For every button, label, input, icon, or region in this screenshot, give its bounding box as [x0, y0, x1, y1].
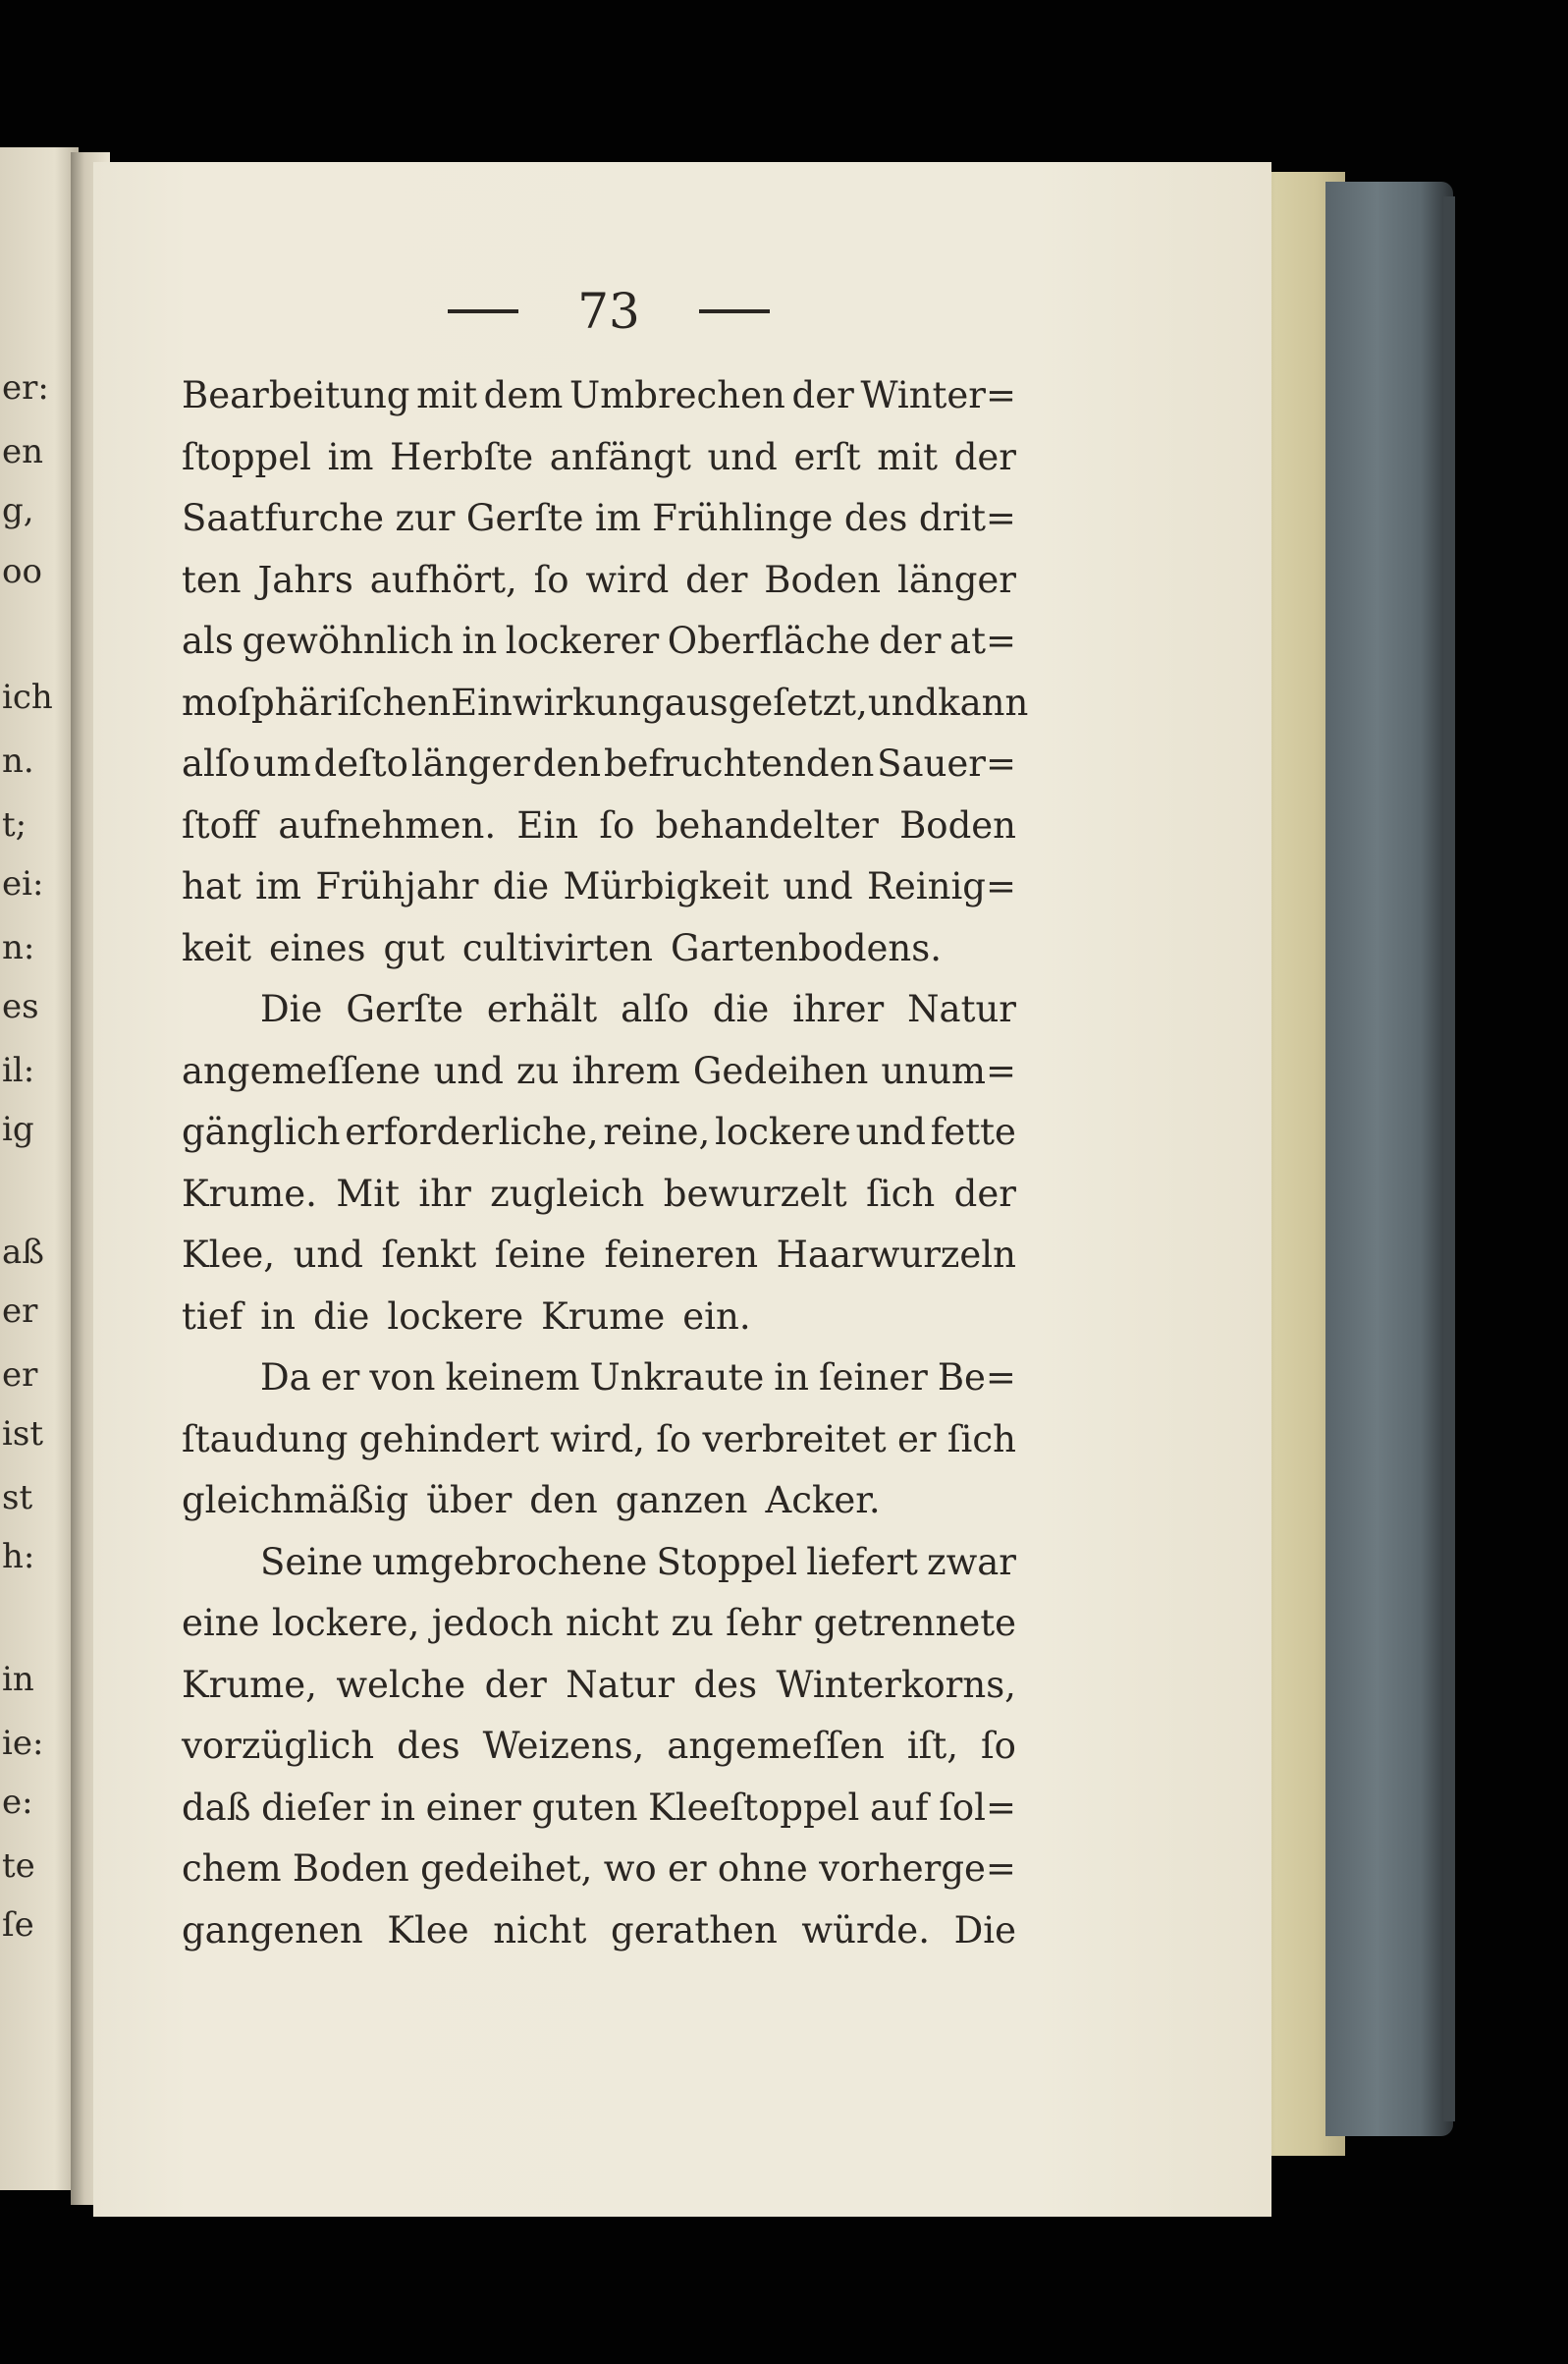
header-dash-right [699, 309, 770, 313]
text-line [182, 1839, 1016, 1900]
previous-page-fragment: n: [2, 928, 35, 967]
word: angemeſſen [667, 1725, 885, 1767]
word: den [529, 1479, 598, 1521]
word: erhält [486, 988, 598, 1030]
word: ſeine [494, 1234, 586, 1276]
word: Reinig= [867, 865, 1016, 907]
word: umgebrochene [371, 1540, 648, 1583]
text-line [182, 611, 1016, 673]
word: länger [410, 742, 530, 785]
word: vorherge= [819, 1847, 1016, 1890]
text-line [182, 1532, 1016, 1594]
word: und [783, 865, 853, 907]
word: des [693, 1663, 758, 1706]
previous-page-fragment: e: [2, 1783, 33, 1822]
word: Mit [336, 1172, 400, 1215]
text-line [182, 1900, 1016, 1962]
previous-page-fragment: ich [2, 678, 53, 717]
word: Gedeihen [692, 1049, 869, 1092]
word: tief [182, 1294, 243, 1338]
word: lockere, [271, 1602, 420, 1644]
text-line [182, 1164, 1016, 1226]
previous-page-fragment: n. [2, 742, 34, 781]
word: liefert [806, 1540, 918, 1583]
word: aufnehmen. [278, 803, 497, 847]
word: der [484, 1663, 547, 1706]
word: Natur [907, 988, 1016, 1030]
word: ſenkt [381, 1234, 477, 1276]
word: kann [938, 681, 1029, 724]
word: Frühjahr [315, 865, 479, 907]
page-number: 73 [577, 283, 640, 340]
previous-page-fragment: er [2, 1292, 38, 1331]
word: Klee, [182, 1234, 276, 1276]
word: ſeiner [818, 1356, 928, 1399]
word: nicht [565, 1602, 660, 1644]
word: lockere [715, 1111, 851, 1153]
word: Saatfurche [182, 497, 384, 539]
word: ſich [946, 1417, 1016, 1460]
word: er [896, 1417, 937, 1460]
previous-page-fragment: st [2, 1478, 33, 1517]
word: wird, [550, 1417, 645, 1460]
word: angemeſſene [182, 1049, 421, 1092]
word: zu [516, 1049, 560, 1092]
word: mit [416, 374, 477, 416]
word: Klee [387, 1908, 469, 1952]
word: Krume. [182, 1172, 317, 1215]
word: Weizens, [482, 1725, 645, 1767]
header-dash-left [448, 309, 518, 313]
word: anfängt [549, 435, 691, 478]
word: aufhört, [369, 558, 517, 601]
text-line [182, 550, 1016, 612]
previous-page-fragment: t; [2, 805, 27, 845]
text-line [182, 673, 1029, 735]
word: jedoch [431, 1602, 554, 1644]
word: Natur [566, 1663, 676, 1706]
text-line [182, 1287, 1016, 1348]
word: Mürbigkeit [563, 865, 770, 907]
word: er [320, 1356, 360, 1399]
previous-page-fragment: h: [2, 1537, 35, 1576]
word: Die [953, 1908, 1016, 1952]
previous-page-fragment: es [2, 987, 39, 1026]
text-line [182, 1470, 1016, 1532]
word: gleichmäßig [182, 1479, 409, 1521]
word: um [252, 742, 311, 785]
text-line [182, 1409, 1016, 1471]
word: ein. [682, 1294, 751, 1338]
word: unum= [881, 1049, 1016, 1092]
word: ſol= [939, 1786, 1016, 1829]
word: ihrem [571, 1049, 680, 1092]
word: Gartenbodens. [670, 926, 943, 969]
word: dieſer [261, 1786, 370, 1829]
text-line [182, 1102, 1016, 1164]
word: Sauer= [877, 742, 1016, 785]
word: der [791, 374, 854, 416]
previous-page-fragment: ſe [2, 1905, 34, 1945]
text-line [182, 918, 1016, 980]
word: der [879, 620, 942, 662]
word: bewurzelt [663, 1172, 847, 1215]
word: und [433, 1049, 504, 1092]
word: welche [336, 1663, 466, 1706]
word: ſehr [726, 1602, 802, 1644]
word: Winter= [860, 374, 1016, 416]
word: zu [671, 1602, 714, 1644]
text-line [182, 856, 1016, 918]
word: alſo [182, 742, 250, 785]
word: und [293, 1234, 363, 1276]
word: Seine [260, 1540, 363, 1583]
word: ohne [717, 1847, 808, 1890]
word: Krume [541, 1294, 666, 1338]
word: eine [182, 1602, 260, 1644]
word: und [707, 435, 778, 478]
text-line [182, 427, 1016, 489]
page-header [412, 277, 805, 346]
word: den [532, 742, 602, 785]
word: Be= [937, 1356, 1016, 1399]
word: Gerſte [346, 988, 463, 1030]
text-line [182, 734, 1016, 796]
previous-page-fragment: te [2, 1846, 35, 1886]
word: im [255, 865, 301, 907]
previous-page-fragment: in [2, 1660, 34, 1699]
previous-page-fragment: aß [2, 1233, 44, 1272]
word: guten [531, 1786, 638, 1829]
word: Krume, [182, 1663, 317, 1706]
word: vorzüglich [182, 1725, 375, 1767]
word: keinem [445, 1356, 580, 1399]
word: in [260, 1294, 296, 1338]
word: dem [483, 374, 564, 416]
word: Einwirkung [451, 681, 665, 724]
word: gewöhnlich [242, 620, 454, 662]
text-line [182, 488, 1016, 550]
word: zwar [927, 1540, 1016, 1583]
text-line [182, 1041, 1016, 1103]
word: Da [260, 1356, 311, 1399]
word: behandelter [655, 803, 879, 847]
word: Die [260, 988, 323, 1030]
word: gänglich [182, 1111, 341, 1153]
word: eines [269, 926, 366, 969]
word: Umbrechen [569, 374, 785, 416]
word: befruchtenden [603, 742, 875, 785]
word: die [312, 1294, 370, 1338]
word: Haarwurzeln [776, 1234, 1016, 1276]
word: fette [930, 1111, 1016, 1153]
word: gedeihet, [420, 1847, 593, 1890]
word: ihrer [792, 988, 885, 1030]
word: ihr [418, 1172, 471, 1215]
word: in [380, 1786, 416, 1829]
word: ſo [656, 1417, 692, 1460]
word: mit [877, 435, 939, 478]
word: deſto [313, 742, 408, 785]
word: at= [949, 620, 1016, 662]
previous-page-fragment: en [2, 432, 44, 471]
cover-edge [1443, 196, 1455, 2121]
word: reine, [603, 1111, 711, 1153]
text-line [182, 1655, 1016, 1717]
word: daß [182, 1786, 251, 1829]
text-line [182, 365, 1016, 427]
word: ausgeſetzt, [664, 681, 868, 724]
word: Ein [516, 803, 579, 847]
text-line [182, 1347, 1016, 1409]
word: ten [182, 558, 242, 601]
word: von [369, 1356, 436, 1399]
word: gut [383, 926, 445, 969]
word: und [855, 1111, 926, 1153]
previous-page-fragment: ei: [2, 864, 44, 904]
word: ſtoppel [182, 435, 311, 478]
word: Frühlinge [652, 497, 834, 539]
text-line [182, 1593, 1016, 1655]
word: des [843, 497, 908, 539]
text-line [182, 1225, 1016, 1287]
word: auf [869, 1786, 929, 1829]
word: Herbſte [390, 435, 534, 478]
word: chem [182, 1847, 282, 1890]
word: Bearbeitung [182, 374, 410, 416]
previous-page-fragment: er: [2, 368, 49, 408]
previous-page-fragment: il: [2, 1051, 35, 1090]
word: zur [395, 497, 456, 539]
word: alſo [621, 988, 689, 1030]
previous-page-fragment: g, [2, 491, 34, 530]
text-line [182, 796, 1016, 857]
word: würde. [801, 1908, 930, 1952]
word: moſphäriſchen [182, 681, 452, 724]
previous-page-fragment: ie: [2, 1724, 44, 1763]
word: getrennete [813, 1602, 1016, 1644]
word: über [426, 1479, 513, 1521]
word: gehindert [358, 1417, 539, 1460]
word: einer [425, 1786, 521, 1829]
word: der [685, 558, 748, 601]
word: ſtaudung [182, 1417, 349, 1460]
word: ſo [599, 803, 635, 847]
word: ſtoff [182, 803, 258, 847]
book-cover [1325, 182, 1453, 2136]
word: cultivirten [461, 926, 653, 969]
previous-page-fragment: ig [2, 1110, 34, 1149]
word: Jahrs [257, 558, 353, 601]
word: Winterkorns, [776, 1663, 1016, 1706]
word: Boden [899, 803, 1016, 847]
previous-page-fragment: er [2, 1355, 38, 1395]
word: erſt [793, 435, 861, 478]
word: ſich [866, 1172, 936, 1215]
word: in [774, 1356, 809, 1399]
previous-page-fragment: ist [2, 1414, 43, 1454]
body-text [182, 365, 1029, 1961]
word: Stoppel [656, 1540, 798, 1583]
previous-page-text-fragments [0, 0, 69, 2364]
word: der [953, 435, 1016, 478]
word: zugleich [490, 1172, 645, 1215]
word: Kleeſtoppel [648, 1786, 860, 1829]
word: er [668, 1847, 707, 1890]
word: der [953, 1172, 1016, 1215]
word: hat [182, 865, 242, 907]
word: Boden [764, 558, 882, 601]
word: Unkraute [589, 1356, 765, 1399]
word: ſo [980, 1725, 1016, 1767]
word: Gerſte [465, 497, 584, 539]
word: verbreitet [702, 1417, 887, 1460]
word: iſt, [906, 1725, 959, 1767]
word: gangenen [182, 1908, 363, 1952]
word: Oberfläche [667, 620, 871, 662]
word: des [397, 1725, 460, 1767]
word: drit= [918, 497, 1016, 539]
word: länger [896, 558, 1016, 601]
word: die [712, 988, 770, 1030]
text-line [182, 979, 1016, 1041]
word: Acker. [765, 1479, 881, 1521]
word: erforderliche, [345, 1111, 599, 1153]
previous-page-fragment: oo [2, 552, 42, 591]
word: wo [603, 1847, 657, 1890]
word: lockere [387, 1294, 524, 1338]
word: Boden [292, 1847, 409, 1890]
text-line [182, 1716, 1016, 1778]
word: die [492, 865, 550, 907]
word: als [182, 620, 234, 662]
word: nicht [493, 1908, 587, 1952]
word: keit [182, 926, 252, 969]
word: in [461, 620, 498, 662]
word: wird [585, 558, 670, 601]
word: im [327, 435, 374, 478]
word: feineren [604, 1234, 759, 1276]
word: gerathen [611, 1908, 778, 1952]
word: lockerer [505, 620, 660, 662]
word: und [867, 681, 939, 724]
word: ſo [533, 558, 569, 601]
word: ganzen [615, 1479, 748, 1521]
text-line [182, 1778, 1016, 1840]
word: im [594, 497, 641, 539]
